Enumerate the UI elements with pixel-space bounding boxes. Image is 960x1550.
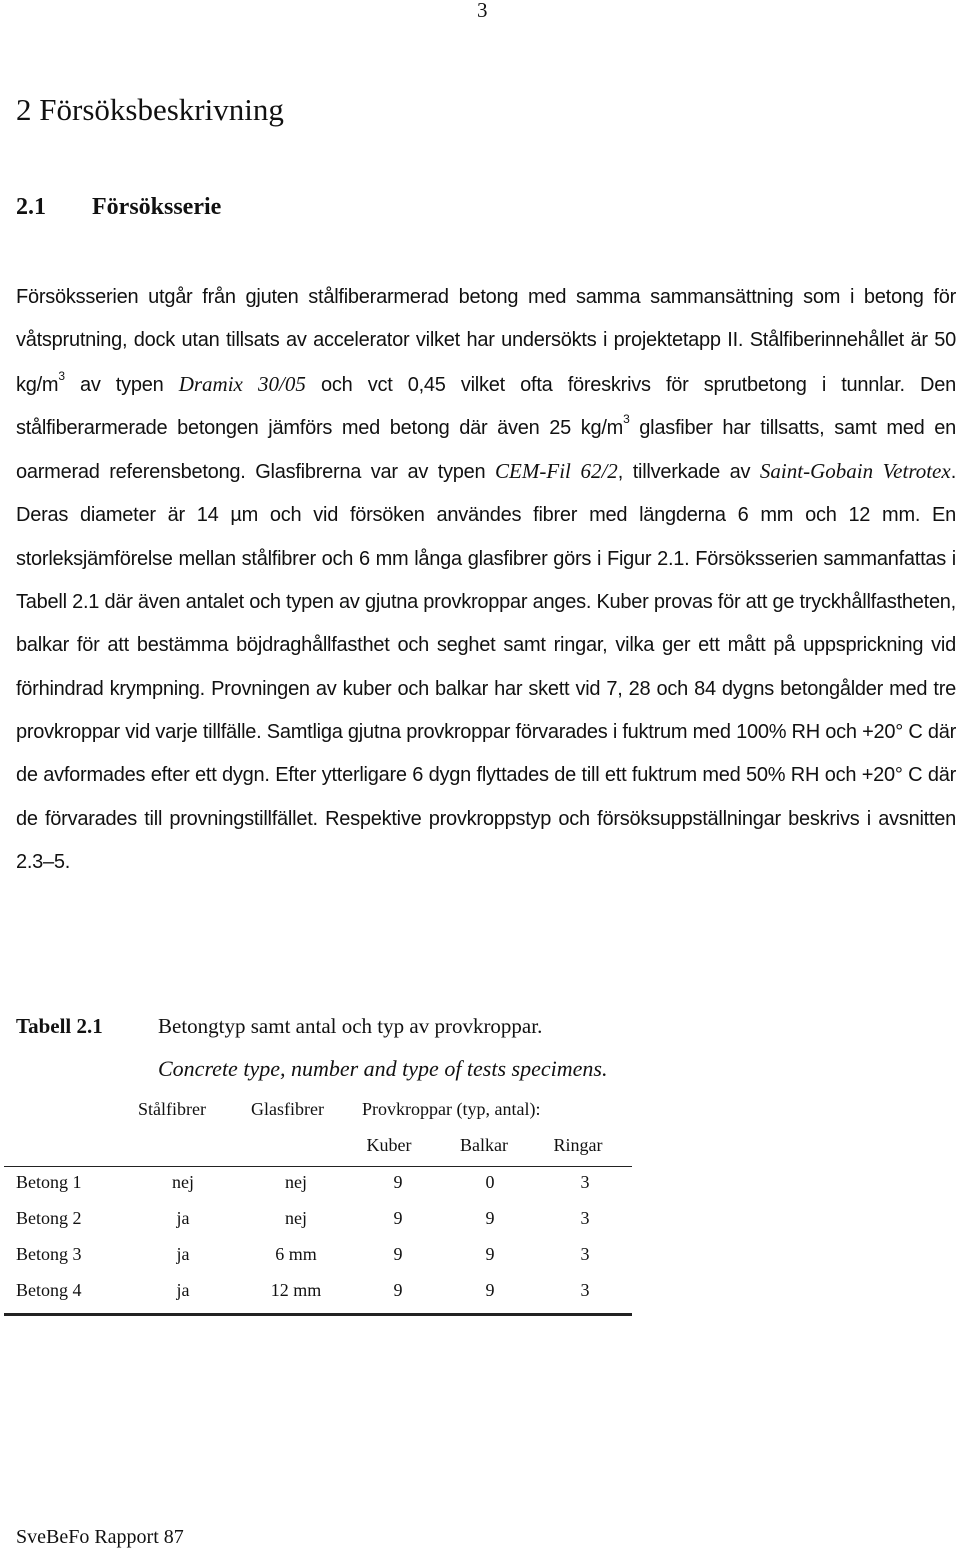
table-subheader-cubes: Kuber	[366, 1135, 412, 1155]
table-cell-rings: 3	[580, 1244, 590, 1264]
table-cell-concrete: Betong 3	[16, 1244, 82, 1264]
table-cell-beams: 0	[485, 1172, 495, 1192]
table-label: Tabell 2.1	[16, 1014, 103, 1038]
table-cell-cubes: 9	[393, 1244, 403, 1264]
table-cell-concrete: Betong 1	[16, 1172, 82, 1192]
text-run: , tillverkade av	[617, 461, 760, 484]
footer-report-name: SveBeFo Rapport 87	[16, 1526, 184, 1548]
page-number: 3	[477, 0, 488, 22]
italic-term: CEM-Fil 62/2	[495, 459, 618, 484]
table-cell-steel: nej	[172, 1172, 194, 1192]
table-cell-cubes: 9	[393, 1172, 403, 1192]
italic-term: Dramix 30/05	[178, 371, 306, 396]
chapter-title: 2 Försöksbeskrivning	[16, 92, 284, 127]
table-cell-glass: 12 mm	[270, 1280, 322, 1300]
table-cell-rings: 3	[580, 1208, 590, 1228]
table-cell-beams: 9	[485, 1208, 495, 1228]
superscript: 3	[58, 368, 65, 383]
table-header-glass-fibres: Glasfibrer	[251, 1099, 324, 1119]
section-heading-text: Försöksserie	[92, 194, 222, 220]
table-cell-cubes: 9	[393, 1280, 403, 1300]
italic-term: Saint-Gobain Vetrotex	[759, 459, 951, 484]
text-run: glasfiber har tillsatts, samt med en oarmerad referensbetong. Glasfibrerna var av typen	[16, 416, 956, 484]
table-cell-steel: ja	[176, 1244, 190, 1264]
table-cell-concrete: Betong 4	[16, 1280, 82, 1300]
text-run: Försöksserien utgår från gjuten stålfiberarmerad betong med samma sammansättning som i betong för våtsprutning, dock utan tillsats av accelerator vilket har undersökts i projektetapp II. Stålfiberinnehållet är 50 kg/m	[16, 286, 956, 396]
table-cell-beams: 9	[485, 1244, 495, 1264]
table-header-specimens: Provkroppar (typ, antal):	[362, 1099, 541, 1119]
table-subheader-beams: Balkar	[460, 1135, 508, 1155]
text-run: av typen	[64, 373, 179, 396]
table-cell-beams: 9	[485, 1280, 495, 1300]
table-header-rule	[4, 1166, 632, 1167]
table-subheader-rings: Ringar	[553, 1135, 603, 1155]
table-bottom-rule	[4, 1313, 632, 1316]
table-cell-steel: ja	[176, 1208, 190, 1228]
body-paragraph	[16, 276, 956, 884]
table-caption-swedish: Betongtyp samt antal och typ av provkroppar.	[158, 1014, 543, 1038]
table-cell-glass: nej	[285, 1172, 307, 1192]
table-caption-english: Concrete type, number and type of tests specimens.	[158, 1056, 608, 1081]
table-cell-steel: ja	[176, 1280, 190, 1300]
superscript: 3	[623, 412, 630, 427]
table-cell-rings: 3	[580, 1280, 590, 1300]
table-header-steel-fibres: Stålfibrer	[138, 1099, 206, 1119]
section-title	[16, 194, 221, 221]
table-cell-cubes: 9	[393, 1208, 403, 1228]
text-run: . Deras diameter är 14 µm och vid försöken användes fibrer med längderna 6 mm och 12 mm. En storleksjämförelse mellan stålfibrer och 6 mm långa glasfibrer görs i Figur 2.1. Försöksserien sammanfattas i Tabell 2.1 där även antalet och typen av gjutna provkroppar anges. Kuber provas för att ge tryckhållfastheten, balkar för att bestämma böjdraghållfasthet och seghet samt ringar, vilka ger ett mått på uppsprickning vid förhindrad krympning. Provningen av kuber och balkar har skett vid 7, 28 och 84 dygns betongålder med tre provkroppar vid varje tillfälle. Samtliga gjutna provkroppar förvarades i fuktrum med 100% RH och +20° C där de avformades efter ett dygn. Efter ytterligare 6 dygn flyttades de till ett fuktrum med 50% RH och +20° C där de förvarades till provningstillfället. Respektive provkroppstyp och försöksuppställningar beskrivs i avsnitten 2.3–5.	[16, 461, 957, 873]
table-cell-rings: 3	[580, 1172, 590, 1192]
table-cell-glass: nej	[285, 1208, 307, 1228]
table-cell-glass: 6 mm	[275, 1244, 317, 1264]
section-number: 2.1	[16, 194, 46, 220]
table-cell-concrete: Betong 2	[16, 1208, 82, 1228]
text-run: och vct 0,45 vilket ofta föreskrivs för sprutbetong i tunnlar. Den stålfiberarmerade betongen jämförs med betong där även 25 kg/m	[16, 373, 956, 439]
